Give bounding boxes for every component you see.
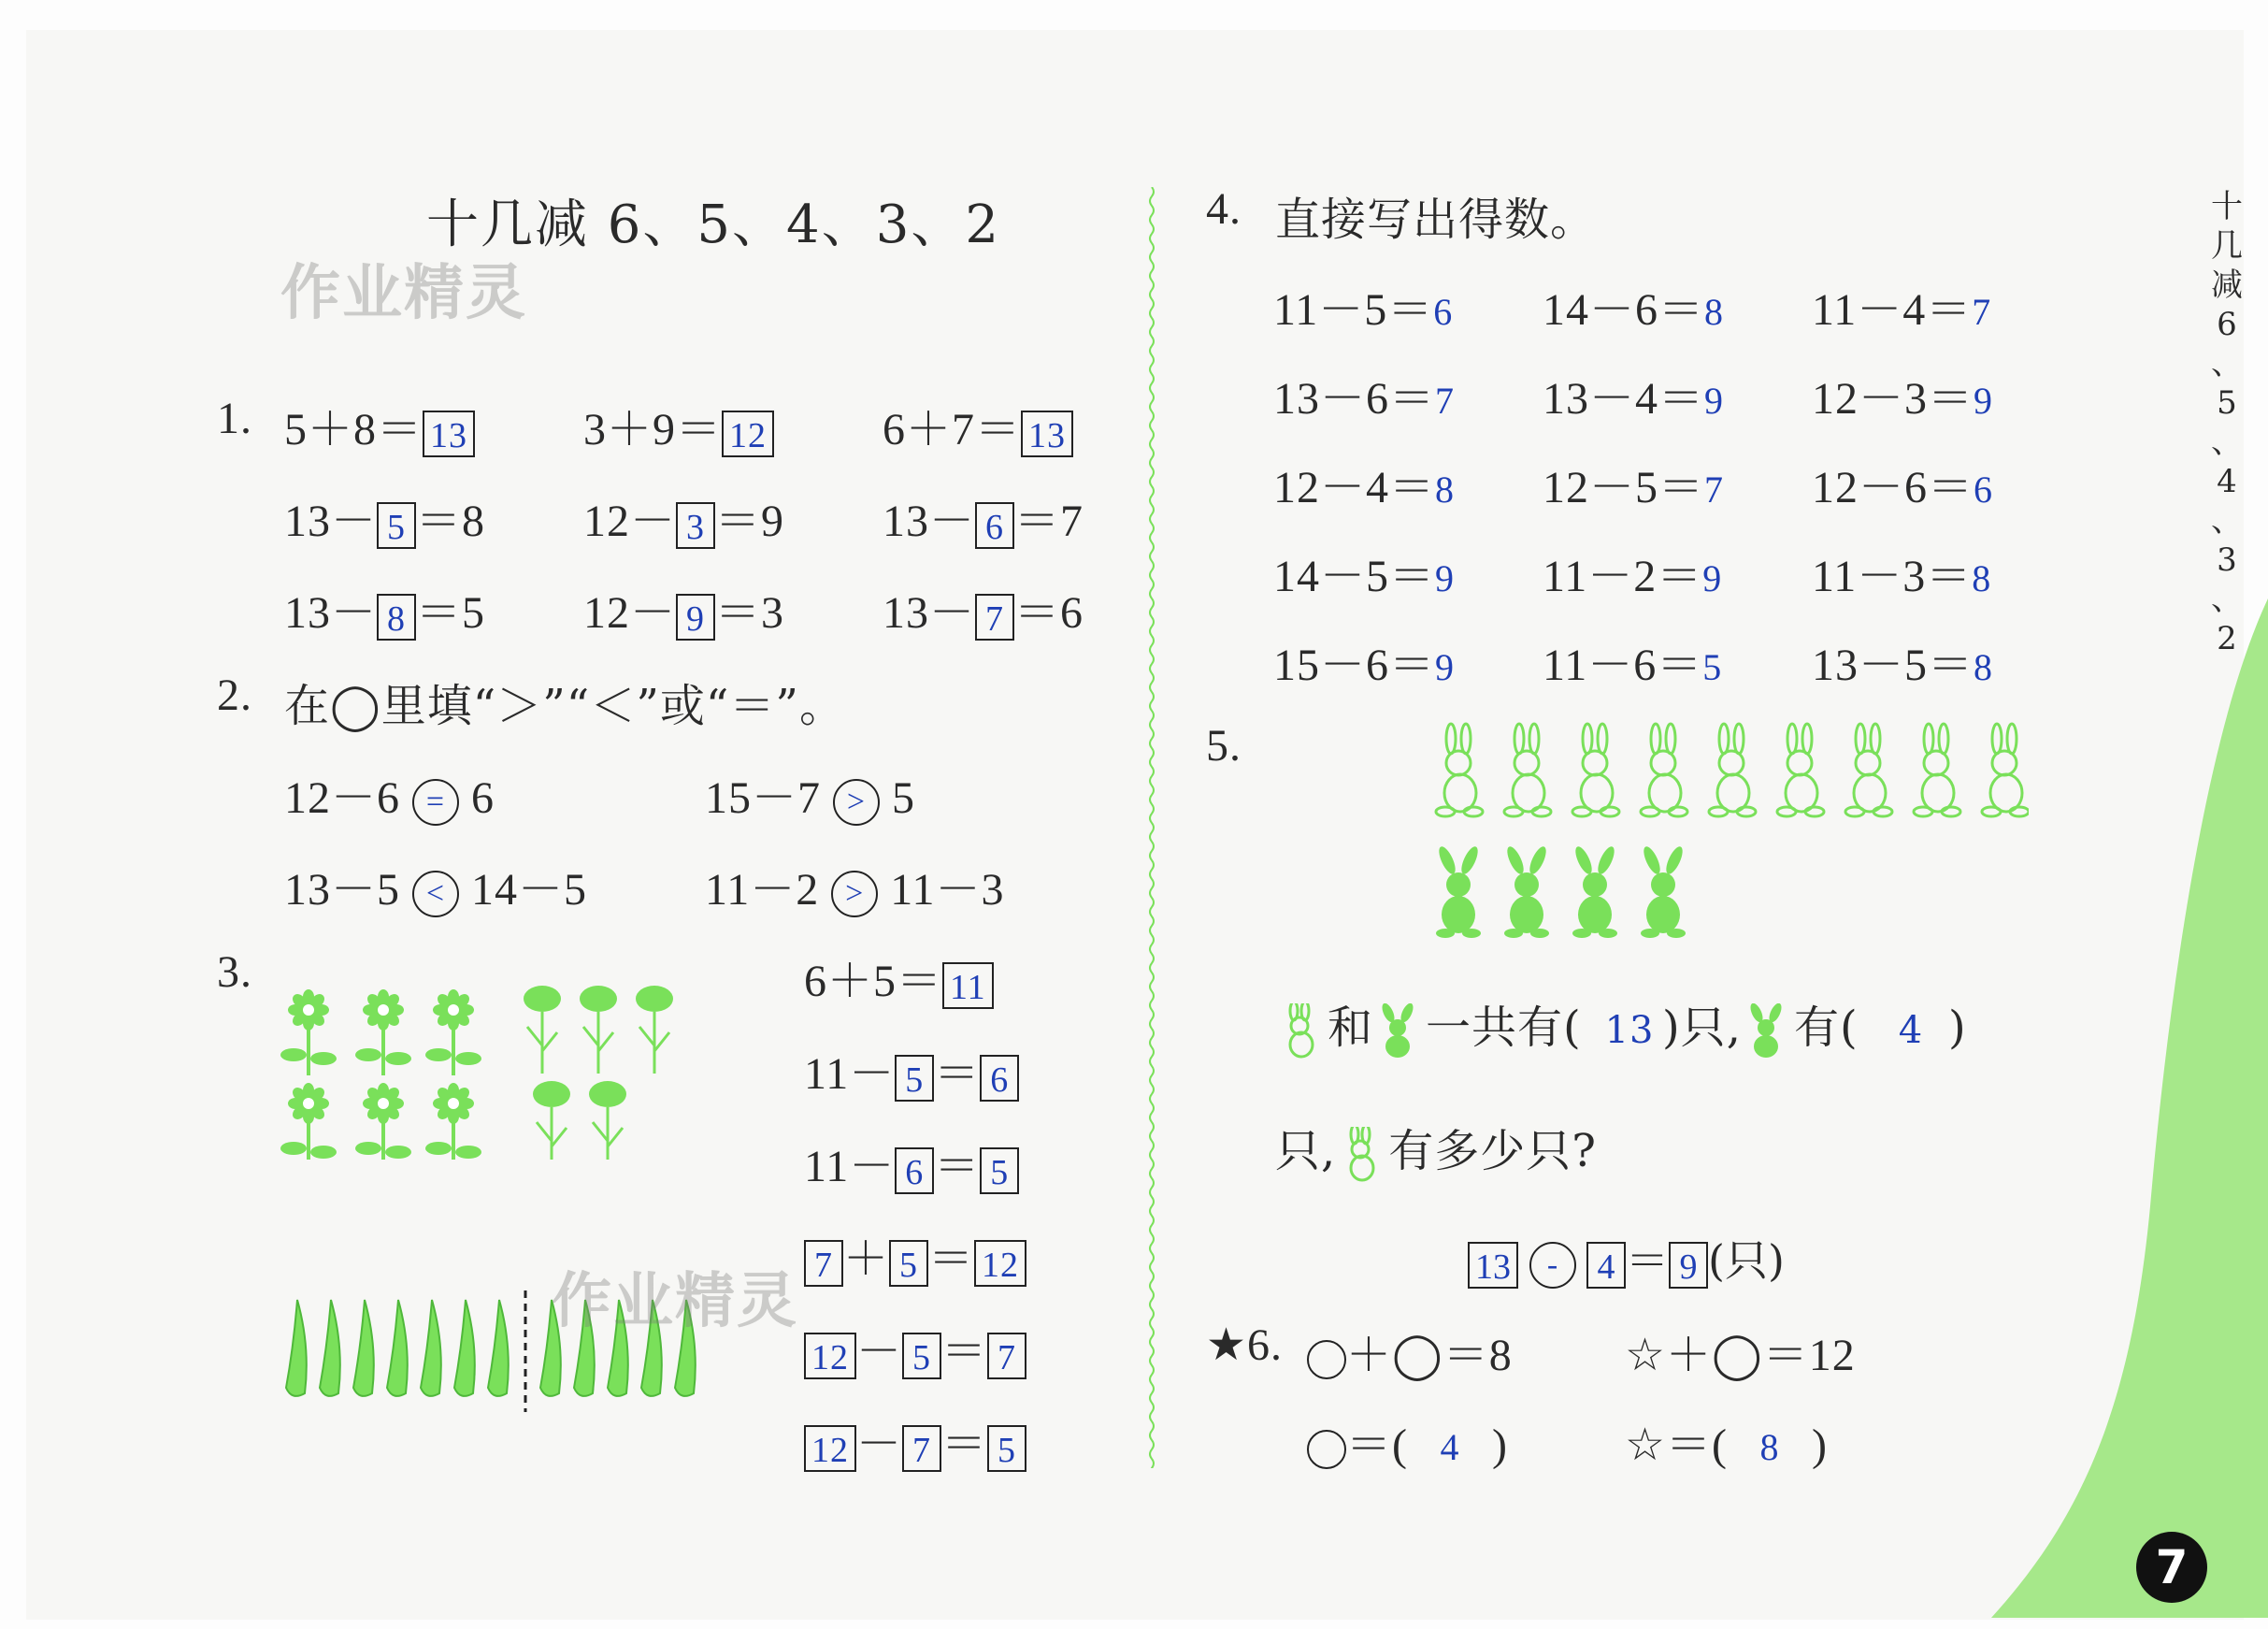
- green-swoosh-decoration: [1991, 598, 2268, 1629]
- q4-item: 14－5＝9: [1273, 552, 1456, 601]
- q2-item: 13－5 < 14－5: [284, 853, 587, 917]
- outline-rabbit: [1777, 724, 1824, 816]
- green-rabbit: [1572, 844, 1617, 938]
- q5-eq-b: 4: [1586, 1242, 1626, 1289]
- q5-eq-op: -: [1529, 1242, 1576, 1289]
- q4-item: 13－4＝9: [1543, 374, 1725, 424]
- answer: 9: [1974, 380, 1994, 422]
- q4-item: 11－2＝9: [1543, 552, 1723, 601]
- cucumber: [286, 1300, 307, 1396]
- green-rabbit-icon: [1373, 1003, 1426, 1060]
- outline-rabbit: [1504, 724, 1551, 816]
- q6-star-answer: 8: [1759, 1426, 1780, 1468]
- answer-box: 5: [980, 1147, 1019, 1194]
- q4-item: 11－4＝7: [1812, 285, 1992, 335]
- q4-item: 11－5＝6: [1273, 285, 1454, 335]
- green-rabbit-icon-2: [1742, 1003, 1794, 1060]
- q1-item: 6＋7＝ 13: [883, 393, 1073, 457]
- q1-item: 13－ 5 ＝8: [284, 497, 486, 547]
- outline-rabbit: [1982, 724, 2029, 816]
- q6-circle-answer: 4: [1440, 1426, 1460, 1468]
- q5-number: 5.: [1206, 721, 1242, 771]
- column-divider: [1148, 187, 1156, 1468]
- answer-box: 7: [902, 1425, 941, 1472]
- q3-equation: 6＋5＝ 11: [804, 944, 994, 1009]
- answer-box: 13: [1021, 411, 1073, 457]
- answer-box: 12: [804, 1425, 856, 1472]
- q5-line2: 只, 有多少只?: [1275, 1115, 1597, 1183]
- star-icon: ☆: [1625, 1331, 1667, 1380]
- answer-box: 11: [942, 962, 994, 1009]
- outline-rabbit: [1845, 724, 1892, 816]
- q4-item: 13－6＝7: [1273, 374, 1456, 424]
- q3-number: 3.: [217, 947, 252, 997]
- q4-item: 15－6＝9: [1273, 641, 1456, 690]
- answer-box: 6: [975, 502, 1014, 549]
- q2-number: 2.: [217, 670, 252, 720]
- answer-box: 7: [975, 594, 1014, 641]
- daisy-flower: [425, 989, 481, 1075]
- small-rabbit-icon: [1275, 1003, 1328, 1060]
- compare-circle: =: [412, 779, 459, 826]
- q3-equation: 11－ 5 ＝ 6: [804, 1037, 1019, 1102]
- small-rabbit-icon-2: [1336, 1127, 1388, 1183]
- q3-equation: 12 － 7 ＝ 5: [804, 1407, 1026, 1472]
- answer: 8: [1435, 469, 1456, 511]
- daisy-flower: [280, 989, 337, 1075]
- q1-item: 12－ 3 ＝9: [583, 497, 785, 547]
- q5-line1: 和 一共有( 13 )只, 有( 4 ): [1275, 991, 1967, 1060]
- cucumber: [454, 1300, 475, 1396]
- page-title: 十几减 6、5、4、3、2: [426, 195, 1000, 255]
- outline-rabbit: [1709, 724, 1756, 816]
- answer-box: 12: [722, 411, 774, 457]
- outline-rabbit: [1572, 724, 1619, 816]
- daisy-flower: [355, 989, 411, 1075]
- green-rabbit: [1504, 844, 1549, 938]
- q4-item: 12－6＝6: [1812, 463, 1994, 512]
- answer-box: 7: [804, 1240, 843, 1287]
- q6-number: ★6.: [1206, 1320, 1284, 1370]
- q4-item: 11－6＝5: [1543, 641, 1723, 690]
- answer: 6: [1974, 469, 1994, 511]
- carnation-flower: [580, 986, 617, 1074]
- answer: 8: [1972, 557, 1992, 599]
- q3-equation: 12 － 5 ＝ 7: [804, 1315, 1026, 1379]
- rabbits-illustration: [1412, 720, 2029, 944]
- q4-item: 12－4＝8: [1273, 463, 1456, 512]
- cucumber: [387, 1300, 408, 1396]
- cucumber: [421, 1300, 441, 1396]
- answer-box: 7: [987, 1333, 1026, 1379]
- answer: 8: [1974, 646, 1994, 688]
- q1-item: 12－ 9 ＝3: [583, 588, 785, 639]
- watermark-2: 作业精灵: [552, 1267, 798, 1336]
- q5-total-answer: 13: [1604, 1009, 1655, 1052]
- answer-box: 3: [676, 502, 715, 549]
- answer-box: 9: [676, 594, 715, 641]
- q4-item: 12－5＝7: [1543, 463, 1725, 512]
- answer: 9: [1704, 380, 1725, 422]
- page-number: 7: [2136, 1532, 2207, 1603]
- side-chapter-label: 十 几 减 6 、 5 、 4 、 3 、 2: [2211, 188, 2243, 657]
- q4-instruction: 直接写出得数。: [1275, 194, 1597, 246]
- q4-item: 12－3＝9: [1812, 374, 1994, 424]
- carnation-flower: [636, 986, 673, 1074]
- outline-rabbit: [1436, 724, 1483, 816]
- q2-item: 12－6 = 6: [284, 761, 495, 826]
- answer-box: 5: [889, 1240, 928, 1287]
- circle-symbol-2: [1307, 1430, 1346, 1469]
- answer-box: 12: [974, 1240, 1026, 1287]
- answer-box: 5: [895, 1055, 934, 1102]
- circle-symbol: [1307, 1340, 1346, 1379]
- answer-box: 5: [902, 1333, 941, 1379]
- outline-rabbit: [1914, 724, 1960, 816]
- q6-eq1: ＋◯＝8: [1307, 1319, 1513, 1383]
- outline-rabbit: [1641, 724, 1687, 816]
- answer: 6: [1433, 291, 1454, 333]
- q4-number: 4.: [1206, 184, 1242, 234]
- q3-equation: 11－ 6 ＝ 5: [804, 1130, 1019, 1194]
- q6-ans2: ☆＝( 8 ): [1625, 1420, 1829, 1470]
- q5-equation: 13 - 4 ＝ 9 (只): [1468, 1227, 1785, 1289]
- q1-item: 13－ 7 ＝6: [883, 588, 1084, 639]
- daisy-flower: [355, 1083, 411, 1160]
- q3-equation: 7 ＋ 5 ＝ 12: [804, 1222, 1026, 1287]
- q6-eq2: ☆＋◯＝12: [1625, 1331, 1856, 1380]
- answer-box: 6: [980, 1055, 1019, 1102]
- answer-box: 6: [895, 1147, 934, 1194]
- q1-number: 1.: [217, 394, 252, 443]
- compare-circle: >: [833, 779, 880, 826]
- answer: 9: [1435, 557, 1456, 599]
- green-rabbit: [1641, 844, 1686, 938]
- answer-box: 8: [377, 594, 416, 641]
- answer-box: 12: [804, 1333, 856, 1379]
- q4-item: 13－5＝8: [1812, 641, 1994, 690]
- daisy-flower: [280, 1083, 337, 1160]
- answer: 9: [1435, 646, 1456, 688]
- answer: 7: [1704, 469, 1725, 511]
- q5-count-answer: 4: [1898, 1009, 1924, 1052]
- carnation-flower: [589, 1081, 626, 1160]
- flowers-illustration: [280, 973, 692, 1160]
- q5-eq-result: 9: [1669, 1242, 1708, 1289]
- answer: 9: [1702, 557, 1723, 599]
- carnation-flower: [524, 986, 561, 1074]
- q6-ans1: ＝( 4 ): [1307, 1408, 1508, 1473]
- q2-item: 11－2 > 11－3: [705, 853, 1004, 917]
- q1-item: 3＋9＝ 12: [583, 393, 774, 457]
- compare-circle: <: [412, 871, 459, 917]
- answer-box: 5: [987, 1425, 1026, 1472]
- q4-item: 14－6＝8: [1543, 285, 1725, 335]
- q2-instruction: 在◯里填“＞”“＜”或“＝”。: [284, 680, 845, 732]
- answer-box: 5: [377, 502, 416, 549]
- cucumber: [320, 1300, 340, 1396]
- cucumber: [488, 1300, 509, 1396]
- q5-eq-a: 13: [1468, 1242, 1518, 1289]
- answer: 8: [1704, 291, 1725, 333]
- answer: 7: [1435, 380, 1456, 422]
- carnation-flower: [533, 1081, 570, 1160]
- watermark: 作业精灵: [280, 259, 527, 328]
- cucumber: [353, 1300, 374, 1396]
- star-icon-2: ☆: [1625, 1420, 1667, 1470]
- q4-item: 11－3＝8: [1812, 552, 1992, 601]
- green-rabbit: [1436, 844, 1481, 938]
- answer: 5: [1702, 646, 1723, 688]
- answer: 7: [1972, 291, 1992, 333]
- answer-box: 13: [423, 411, 475, 457]
- daisy-flower: [425, 1083, 481, 1160]
- q1-item: 13－ 6 ＝7: [883, 497, 1084, 547]
- q1-item: 13－ 8 ＝5: [284, 588, 486, 639]
- q1-item: 5＋8＝ 13: [284, 393, 475, 457]
- compare-circle: >: [831, 871, 878, 917]
- q2-item: 15－7 > 5: [705, 761, 915, 826]
